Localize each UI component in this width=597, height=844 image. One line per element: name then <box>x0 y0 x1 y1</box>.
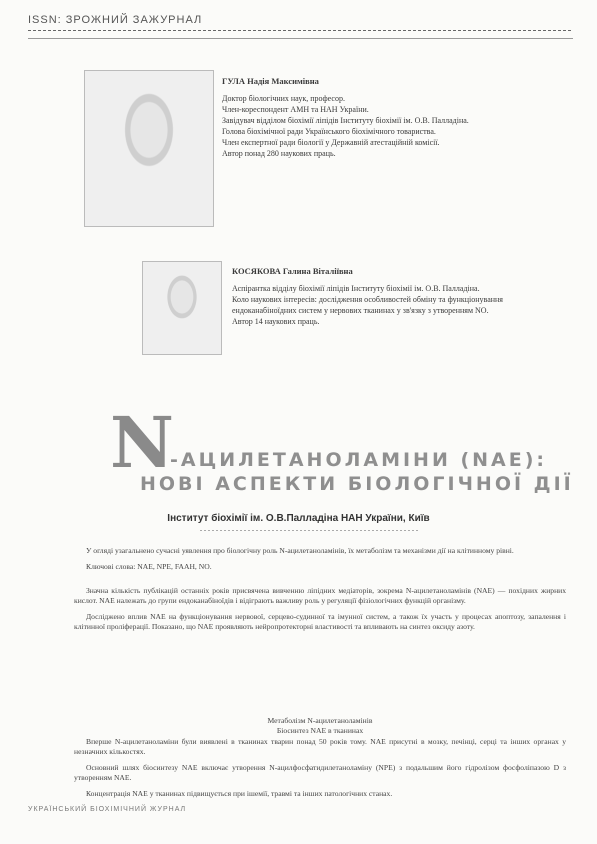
abstract-text: У огляді узагальнено сучасні уявлення про біологічну роль N-ацилетаноламінів, їх метаболізм та механізми дії на клітинному рівні. <box>86 546 514 555</box>
body-text <box>74 586 566 638</box>
author-name: ГУЛА Надія Максимівна <box>222 76 319 86</box>
author-name: КОСЯКОВА Галина Віталіївна <box>232 266 353 276</box>
title-initial: N <box>110 401 174 484</box>
bio-line: Голова біохімічної ради Українського біохімічного товариства. <box>222 127 436 136</box>
footer-text: УКРАЇНСЬКИЙ БІОХІМІЧНИЙ ЖУРНАЛ <box>28 806 187 813</box>
bio-line: Доктор біологічних наук, професор. <box>222 94 345 103</box>
bio-line: Коло наукових інтересів: дослідження особливостей обміну та функціонування ендоканабіноїдних систем у нервових тканинах у зв'язку з утворенням NO. <box>232 295 503 315</box>
paragraph: Значна кількість публікацій останніх років присвячена вивченню ліпідних медіаторів, зокрема N-ацилетаноламінів (NAE) — похідних жирних кислот. NAE належать до групи ендоканабіноїдів і відіграють важливу роль у регуляції фізіологічних функцій організму. <box>74 586 566 605</box>
author-bio-gula <box>222 76 552 159</box>
paragraph: Основний шлях біосинтезу NAE включає утворення N-ацилфосфатидилетаноламіну (NPE) з подальшим його гідролізом фосфоліпазою D з утворенням NAE. <box>74 763 566 782</box>
bio-line: Член експертної ради біології у Державній атестаційній комісії. <box>222 138 440 147</box>
header-rule-2 <box>28 38 573 39</box>
keywords: Ключові слова: NAE, NPE, FAAH, NO. <box>86 562 212 571</box>
abstract <box>74 546 566 578</box>
section-title: Метаболізм N-ацилетаноламінів <box>267 716 373 725</box>
journal-header: ISSN: ЗРОЖНИЙ ЗАЖУРНАЛ <box>28 14 203 26</box>
author-photo-gula <box>84 70 214 227</box>
bio-line: Завідувач відділом біохімії ліпідів Інституту біохімії ім. О.В. Палладіна. <box>222 116 469 125</box>
article-title-line1: -АЦИЛЕТАНОЛАМІНИ (NAE): <box>170 449 548 471</box>
author-bio-kosiakova <box>232 266 554 327</box>
author-photo-kosiakova <box>142 261 222 355</box>
institute-line: Інститут біохімії ім. О.В.Палладіна НАН України, Київ <box>167 513 430 524</box>
bio-line: Аспірантка відділу біохімії ліпідів Інституту біохімії ім. О.В. Палладіна. <box>232 284 480 293</box>
article-title-line2: НОВІ АСПЕКТИ БІОЛОГІЧНОЇ ДІЇ <box>140 473 574 495</box>
bio-line: Автор 14 наукових праць. <box>232 317 320 326</box>
body-text-2 <box>74 737 566 805</box>
header-rule <box>28 30 573 31</box>
paragraph: Досліджено вплив NAE на функціонування нервової, серцево-судинної та імунної систем, а також їх участь у процесах апоптозу, запалення і клітинної проліферації. Показано, що NAE проявляють нейропротекторні властивості та впливають на синтез оксиду азоту. <box>74 612 566 631</box>
paragraph: Концентрація NAE у тканинах підвищується при ішемії, травмі та інших патологічних станах. <box>86 789 393 798</box>
bio-line: Автор понад 280 наукових праць. <box>222 149 336 158</box>
paragraph: Вперше N-ацилетаноламіни були виявлені в тканинах тварин понад 50 років тому. NAE присутні в мозку, печінці, серці та інших органах у незначних кількостях. <box>74 737 566 756</box>
institute-rule <box>200 530 420 531</box>
section-heading <box>74 716 566 736</box>
bio-line: Член-кореспондент АМН та НАН України. <box>222 105 369 114</box>
section-subtitle: Біосинтез NAE в тканинах <box>276 726 364 735</box>
